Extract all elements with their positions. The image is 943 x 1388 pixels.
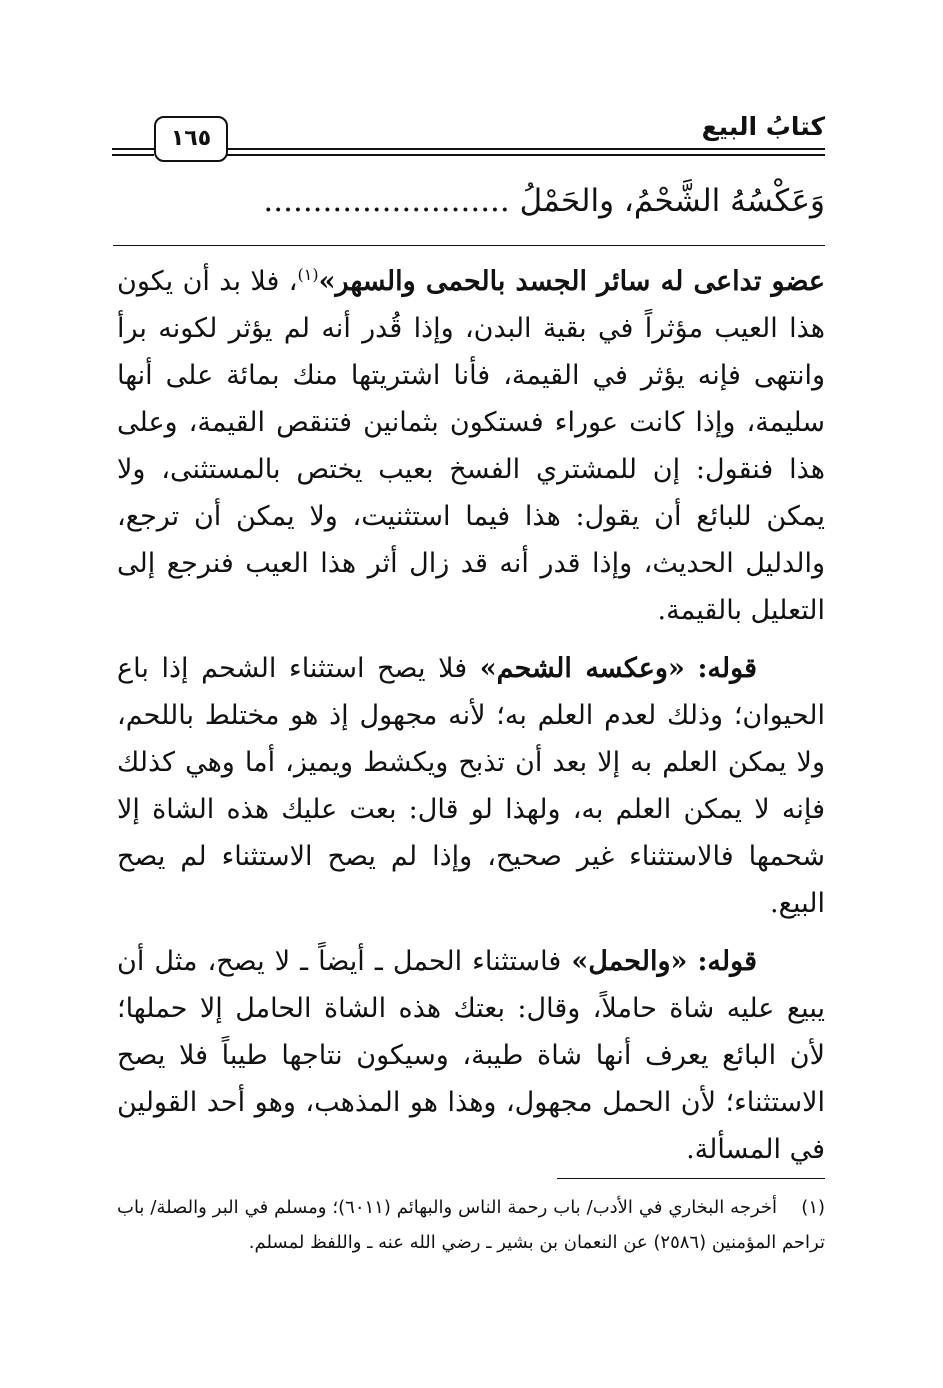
header-rule-right-top <box>226 148 825 150</box>
book-title: كتابُ البيع <box>701 112 825 141</box>
page-number: ١٦٥ <box>154 116 228 162</box>
paragraph-2-text: فلا يصح استثناء الشحم إذا باع الحيوان؛ وذلك لعدم العلم به؛ لأنه مجهول إذ هو مختلط باللحم، ولا يمكن العلم به إلا بعد أن تذبح ويكشط ويميز، أما وهي كذلك فإنه لا يمكن العلم به، ولهذا لو قال: بعت عليك هذه الشاة إلا شحمها فالاستثناء غير صحيح، وإذا لم يصح الاستثناء لم يصح البيع. <box>117 653 825 919</box>
commentary-body <box>117 258 825 1184</box>
footnote-separator <box>557 1178 825 1179</box>
footnote-text: أخرجه البخاري في الأدب/ باب رحمة الناس والبهائم (٦٠١١)؛ ومسلم في البر والصلة/ باب تراحم المؤمنين (٢٥٨٦) عن النعمان بن بشير ـ رضي الله عنه ـ واللفظ لمسلم. <box>117 1197 825 1253</box>
quoted-matn: «وعكسه الشحم» <box>479 653 685 684</box>
footnote-marker: (١) <box>297 265 319 284</box>
paragraph-3-text: فاستثناء الحمل ـ أيضاً ـ لا يصح، مثل أن يبيع عليه شاة حاملاً، وقال: بعتك هذه الشاة الحامل إلا حملها؛ لأن البائع يعرف أنها شاة طيبة، وسيكون نتاجها طيباً فلا يصح الاستثناء؛ لأن الحمل مجهول، وهذا هو المذهب، وهو أحد القولين في المسألة. <box>117 946 825 1165</box>
paragraph-2 <box>117 645 825 927</box>
footnote <box>117 1190 825 1260</box>
qawluhu-label: قوله: <box>697 653 757 684</box>
paragraph-1-text: ، فلا بد أن يكون هذا العيب مؤثراً في بقية البدن، وإذا قُدر أنه لم يؤثر لكونه برأ وانتهى فإنه يؤثر في القيمة، فأنا اشتريتها منك بمائة على أنها سليمة، وإذا كانت عوراء فستكون بثمانين فتنقص القيمة، وعلى هذا فنقول: إن للمشتري الفسخ بعيب يختص بالمستثنى، ولا يمكن للبائع أن يقول: هذا فيما استثنيت، ولا يمكن أن ترجع، والدليل الحديث، وإذا قدر أنه قد زال أثر هذا العيب فنرجع إلى التعليل بالقيمة. <box>117 266 825 626</box>
header-rule-left-top <box>112 148 154 150</box>
matn-text: وَعَكْسُهُ الشَّحْمُ، والحَمْلُ <box>519 183 825 219</box>
hadith-quote: عضو تداعى له سائر الجسد بالحمى والسهر» <box>318 266 826 297</box>
header-rule-right-bottom <box>226 154 825 156</box>
paragraph-1 <box>117 258 825 634</box>
qawluhu-label: قوله: <box>697 946 757 977</box>
matn-separator <box>113 245 825 246</box>
matn-dots: ......................... <box>263 183 510 219</box>
paragraph-3 <box>117 938 825 1173</box>
quoted-matn: «والحمل» <box>571 946 688 977</box>
matn-line <box>120 183 825 219</box>
footnote-number: (١) <box>801 1197 826 1218</box>
header-rule-left-bottom <box>112 154 154 156</box>
running-header <box>112 112 825 172</box>
